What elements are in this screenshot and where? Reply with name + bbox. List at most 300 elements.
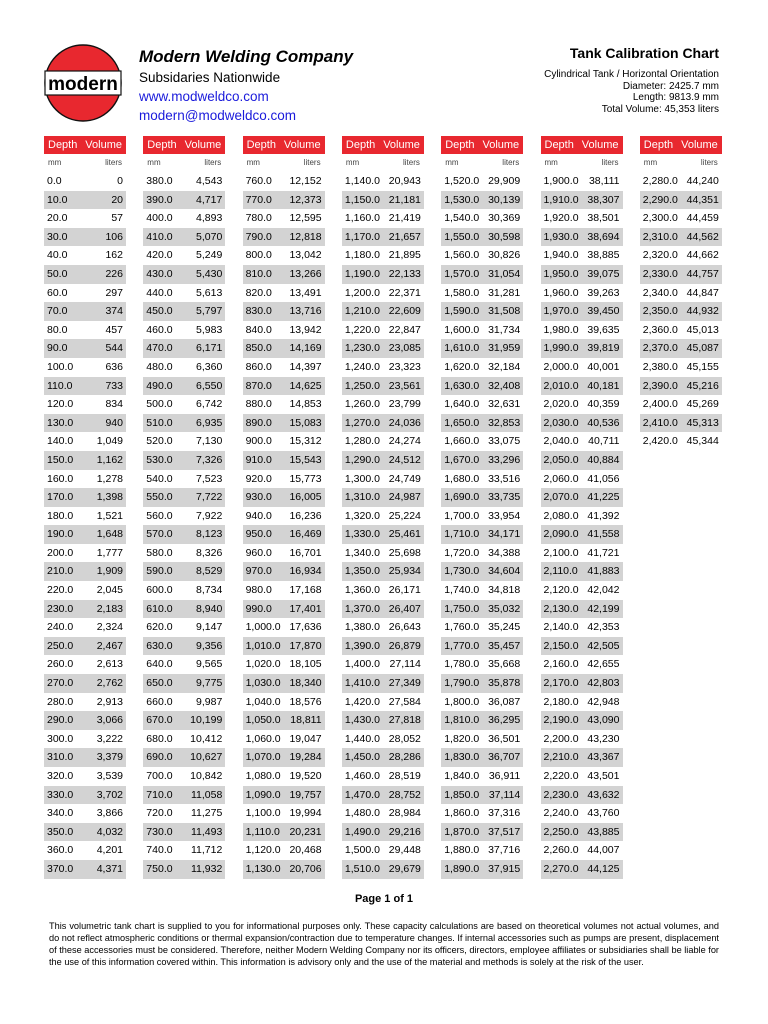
table-row — [640, 321, 722, 340]
table-row — [441, 302, 523, 321]
column-header — [541, 136, 623, 154]
volume-value: 37,716 — [488, 844, 521, 857]
depth-value: 410.0 — [146, 230, 173, 243]
depth-value: 1,850.0 — [444, 788, 480, 801]
volume-value: 42,948 — [587, 695, 620, 708]
depth-value: 1,120.0 — [245, 844, 281, 857]
depth-unit: mm — [48, 158, 62, 167]
table-row — [441, 730, 523, 749]
volume-value: 16,701 — [289, 546, 322, 559]
table-row — [243, 191, 325, 210]
table-row — [640, 246, 722, 265]
volume-value: 1,777 — [96, 546, 123, 559]
table-row — [143, 339, 225, 358]
volume-value: 23,323 — [388, 360, 421, 373]
volume-value: 9,987 — [196, 695, 223, 708]
depth-value: 300.0 — [47, 732, 74, 745]
depth-value: 1,770.0 — [444, 639, 480, 652]
table-row — [143, 488, 225, 507]
volume-value: 37,915 — [488, 862, 521, 875]
table-row — [243, 544, 325, 563]
table-row — [44, 209, 126, 228]
table-row — [44, 804, 126, 823]
table-row — [44, 860, 126, 879]
table-row — [143, 841, 225, 860]
table-column — [44, 136, 126, 879]
volume-value: 20 — [111, 193, 123, 206]
depth-value: 310.0 — [47, 751, 74, 764]
volume-value: 106 — [105, 230, 123, 243]
table-row — [243, 321, 325, 340]
depth-unit: mm — [445, 158, 459, 167]
table-row — [541, 395, 623, 414]
volume-value: 42,353 — [587, 621, 620, 634]
depth-value: 40.0 — [47, 249, 68, 262]
column-units — [342, 154, 424, 172]
table-row — [541, 432, 623, 451]
volume-value: 5,613 — [196, 286, 223, 299]
table-row — [342, 451, 424, 470]
volume-value: 26,643 — [388, 621, 421, 634]
table-row — [441, 172, 523, 191]
table-row — [143, 228, 225, 247]
volume-value: 12,373 — [289, 193, 322, 206]
table-row — [44, 246, 126, 265]
depth-value: 950.0 — [245, 528, 272, 541]
volume-value: 20,231 — [289, 825, 322, 838]
table-row — [541, 823, 623, 842]
depth-value: 2,370.0 — [642, 342, 678, 355]
tank-type: Cylindrical Tank / Horizontal Orientation — [544, 69, 719, 80]
depth-value: 810.0 — [245, 267, 272, 280]
table-row — [342, 414, 424, 433]
depth-value: 250.0 — [47, 639, 74, 652]
depth-value: 2,060.0 — [543, 472, 579, 485]
depth-value: 2,270.0 — [543, 862, 579, 875]
volume-value: 4,371 — [96, 862, 123, 875]
volume-value: 22,133 — [388, 267, 421, 280]
depth-value: 1,010.0 — [245, 639, 281, 652]
website-link[interactable]: www.modweldco.com — [139, 89, 269, 104]
volume-value: 43,632 — [587, 788, 620, 801]
table-row — [441, 358, 523, 377]
table-row — [44, 488, 126, 507]
table-row — [44, 507, 126, 526]
depth-value: 1,900.0 — [543, 175, 579, 187]
volume-value: 40,884 — [587, 453, 620, 466]
volume-value: 31,281 — [488, 286, 521, 299]
table-row — [541, 748, 623, 767]
table-row — [44, 544, 126, 563]
table-row — [541, 488, 623, 507]
table-row — [541, 265, 623, 284]
table-row — [143, 470, 225, 489]
volume-value: 44,562 — [686, 230, 719, 243]
volume-value: 16,236 — [289, 509, 322, 522]
table-column — [243, 136, 325, 879]
volume-value: 6,742 — [196, 398, 223, 411]
volume-value: 27,818 — [388, 714, 421, 727]
depth-value: 980.0 — [245, 584, 272, 597]
table-row — [243, 209, 325, 228]
table-row — [541, 339, 623, 358]
volume-value: 4,201 — [96, 844, 123, 857]
depth-value: 1,190.0 — [344, 267, 380, 280]
volume-value: 36,501 — [488, 732, 521, 745]
volume-value: 7,722 — [196, 491, 223, 504]
depth-value: 1,140.0 — [344, 175, 380, 187]
volume-value: 23,799 — [388, 398, 421, 411]
table-row — [243, 246, 325, 265]
volume-value: 18,576 — [289, 695, 322, 708]
table-row — [44, 618, 126, 637]
depth-value: 2,350.0 — [642, 305, 678, 318]
depth-value: 840.0 — [245, 323, 272, 336]
table-row — [541, 321, 623, 340]
depth-value: 230.0 — [47, 602, 74, 615]
depth-value: 1,480.0 — [344, 807, 380, 820]
company-name: Modern Welding Company — [139, 47, 354, 66]
table-row — [243, 339, 325, 358]
table-row — [441, 674, 523, 693]
depth-value: 680.0 — [146, 732, 173, 745]
volume-value: 37,114 — [488, 788, 521, 801]
depth-value: 400.0 — [146, 212, 173, 225]
volume-value: 25,698 — [388, 546, 421, 559]
depth-value: 270.0 — [47, 677, 74, 690]
depth-value: 910.0 — [245, 453, 272, 466]
table-row — [640, 172, 722, 191]
table-row — [342, 711, 424, 730]
table-row — [342, 432, 424, 451]
column-units — [541, 154, 623, 172]
volume-value: 0 — [117, 175, 123, 187]
volume-value: 29,216 — [388, 825, 421, 838]
table-row — [441, 748, 523, 767]
volume-value: 1,398 — [96, 491, 123, 504]
volume-value: 3,222 — [96, 732, 123, 745]
depth-value: 160.0 — [47, 472, 74, 485]
table-row — [441, 339, 523, 358]
depth-value: 130.0 — [47, 416, 74, 429]
table-row — [342, 730, 424, 749]
depth-value: 1,620.0 — [444, 360, 480, 373]
volume-value: 36,087 — [488, 695, 521, 708]
volume-value: 11,275 — [190, 807, 223, 820]
depth-value: 860.0 — [245, 360, 272, 373]
column-units — [640, 154, 722, 172]
table-row — [342, 488, 424, 507]
volume-value: 44,351 — [686, 193, 719, 206]
table-row — [342, 581, 424, 600]
volume-value: 2,913 — [96, 695, 123, 708]
volume-value: 19,520 — [289, 770, 322, 782]
volume-unit: liters — [601, 158, 619, 167]
volume-value: 33,954 — [488, 509, 521, 522]
table-row — [441, 395, 523, 414]
table-row — [44, 693, 126, 712]
volume-value: 21,181 — [388, 193, 421, 206]
volume-value: 44,240 — [686, 175, 719, 187]
depth-value: 1,700.0 — [444, 509, 480, 522]
table-row — [342, 767, 424, 786]
depth-value: 1,580.0 — [444, 286, 480, 299]
table-row — [541, 358, 623, 377]
volume-value: 40,359 — [587, 398, 620, 411]
table-row — [143, 823, 225, 842]
depth-value: 780.0 — [245, 212, 272, 225]
depth-value: 610.0 — [146, 602, 173, 615]
depth-value: 390.0 — [146, 193, 173, 206]
column-units — [441, 154, 523, 172]
table-row — [243, 823, 325, 842]
table-row — [243, 693, 325, 712]
volume-value: 38,885 — [587, 249, 620, 262]
table-row — [342, 470, 424, 489]
table-row — [143, 730, 225, 749]
table-row — [44, 358, 126, 377]
table-row — [143, 804, 225, 823]
depth-value: 440.0 — [146, 286, 173, 299]
volume-value: 15,773 — [289, 472, 322, 485]
table-row — [342, 544, 424, 563]
depth-header: Depth — [445, 139, 475, 151]
depth-value: 140.0 — [47, 435, 74, 448]
volume-value: 34,604 — [488, 565, 521, 578]
depth-value: 490.0 — [146, 379, 173, 392]
volume-value: 11,058 — [190, 788, 223, 801]
table-row — [243, 228, 325, 247]
volume-unit: liters — [700, 158, 718, 167]
depth-value: 1,210.0 — [344, 305, 380, 318]
table-row — [441, 823, 523, 842]
volume-value: 20,468 — [289, 844, 322, 857]
depth-value: 2,000.0 — [543, 360, 579, 373]
volume-value: 18,105 — [289, 658, 322, 671]
depth-value: 1,110.0 — [245, 825, 280, 838]
table-row — [143, 525, 225, 544]
depth-value: 2,150.0 — [543, 639, 579, 652]
depth-unit: mm — [643, 158, 658, 167]
depth-value: 80.0 — [47, 323, 68, 336]
volume-value: 42,655 — [587, 658, 620, 671]
volume-value: 18,811 — [290, 714, 322, 727]
table-row — [143, 432, 225, 451]
volume-value: 36,911 — [488, 770, 521, 782]
table-row — [541, 730, 623, 749]
volume-value: 40,181 — [587, 379, 620, 392]
table-row — [342, 377, 424, 396]
depth-value: 960.0 — [245, 546, 272, 559]
table-row — [243, 377, 325, 396]
depth-value: 1,990.0 — [543, 342, 579, 355]
volume-value: 14,169 — [289, 342, 322, 355]
table-row — [640, 432, 722, 451]
volume-value: 45,087 — [686, 342, 719, 355]
table-row — [541, 172, 623, 191]
volume-value: 9,147 — [196, 621, 223, 634]
table-row — [243, 562, 325, 581]
page-label: Page 1 of 1 — [354, 893, 414, 905]
volume-value: 29,909 — [488, 175, 521, 187]
volume-value: 28,984 — [388, 807, 421, 820]
volume-value: 45,155 — [686, 360, 719, 373]
volume-value: 1,909 — [96, 565, 123, 578]
depth-value: 1,540.0 — [444, 212, 480, 225]
volume-value: 636 — [105, 360, 123, 373]
volume-value: 3,539 — [96, 770, 123, 782]
volume-value: 41,392 — [587, 509, 620, 522]
depth-header: Depth — [643, 139, 674, 151]
depth-value: 1,440.0 — [344, 732, 380, 745]
depth-value: 1,880.0 — [444, 844, 480, 857]
table-row — [342, 860, 424, 879]
volume-unit: liters — [204, 158, 222, 167]
depth-value: 2,300.0 — [642, 212, 678, 225]
volume-value: 3,866 — [96, 807, 123, 820]
table-row — [541, 414, 623, 433]
volume-value: 13,042 — [289, 249, 322, 262]
table-row — [243, 265, 325, 284]
depth-value: 1,600.0 — [444, 323, 480, 336]
table-row — [441, 562, 523, 581]
volume-value: 30,139 — [488, 193, 521, 206]
depth-value: 350.0 — [47, 825, 74, 838]
volume-value: 6,550 — [196, 379, 223, 392]
volume-value: 2,045 — [96, 584, 123, 597]
depth-value: 1,520.0 — [444, 175, 480, 187]
table-row — [143, 860, 225, 879]
table-row — [541, 581, 623, 600]
table-row — [342, 265, 424, 284]
table-row — [243, 748, 325, 767]
table-row — [640, 265, 722, 284]
volume-value: 1,648 — [96, 528, 123, 541]
depth-value: 650.0 — [146, 677, 173, 690]
chart-title: Tank Calibration Chart — [569, 45, 719, 61]
volume-value: 25,934 — [388, 565, 421, 578]
volume-value: 374 — [105, 305, 123, 318]
table-row — [44, 470, 126, 489]
volume-value: 9,565 — [196, 658, 223, 671]
volume-value: 42,505 — [587, 639, 620, 652]
depth-value: 1,940.0 — [543, 249, 579, 262]
email-link[interactable]: modern@modweldco.com — [139, 108, 297, 123]
depth-value: 2,260.0 — [543, 844, 579, 857]
volume-value: 13,491 — [289, 286, 322, 299]
volume-value: 41,721 — [587, 546, 620, 559]
volume-value: 28,752 — [388, 788, 421, 801]
table-row — [640, 284, 722, 303]
depth-value: 2,170.0 — [543, 677, 579, 690]
depth-value: 1,890.0 — [444, 862, 480, 875]
volume-value: 2,183 — [96, 602, 123, 615]
depth-unit: mm — [544, 158, 558, 167]
table-row — [441, 711, 523, 730]
depth-value: 1,390.0 — [344, 639, 380, 652]
depth-value: 520.0 — [146, 435, 173, 448]
column-units — [243, 154, 325, 172]
depth-value: 870.0 — [245, 379, 272, 392]
volume-value: 14,397 — [289, 360, 322, 373]
depth-value: 1,950.0 — [543, 267, 579, 280]
table-row — [243, 507, 325, 526]
depth-value: 1,640.0 — [444, 398, 480, 411]
depth-value: 540.0 — [146, 472, 173, 485]
table-row — [342, 693, 424, 712]
table-row — [640, 191, 722, 210]
table-row — [44, 414, 126, 433]
table-row — [342, 339, 424, 358]
volume-value: 6,171 — [196, 342, 223, 355]
depth-value: 2,180.0 — [543, 695, 579, 708]
table-column — [342, 136, 424, 879]
depth-value: 2,220.0 — [543, 770, 579, 782]
depth-value: 2,390.0 — [642, 379, 678, 392]
volume-value: 22,609 — [388, 305, 421, 318]
depth-value: 370.0 — [47, 862, 74, 875]
volume-value: 27,349 — [388, 677, 421, 690]
table-row — [541, 284, 623, 303]
volume-value: 14,625 — [289, 379, 322, 392]
volume-value: 12,818 — [289, 230, 322, 243]
table-row — [640, 302, 722, 321]
table-row — [342, 172, 424, 191]
volume-value: 2,613 — [96, 658, 123, 671]
table-row — [342, 246, 424, 265]
volume-value: 32,853 — [488, 416, 521, 429]
depth-value: 1,400.0 — [344, 658, 380, 671]
depth-value: 1,660.0 — [444, 435, 480, 448]
depth-value: 1,410.0 — [344, 677, 380, 690]
volume-value: 39,450 — [587, 305, 620, 318]
table-row — [441, 209, 523, 228]
depth-value: 1,680.0 — [444, 472, 480, 485]
depth-value: 2,130.0 — [543, 602, 579, 615]
table-row — [143, 618, 225, 637]
depth-value: 2,230.0 — [543, 788, 579, 801]
table-row — [441, 618, 523, 637]
depth-value: 1,430.0 — [344, 714, 380, 727]
table-row — [44, 655, 126, 674]
table-row — [342, 841, 424, 860]
table-row — [243, 711, 325, 730]
depth-value: 220.0 — [47, 584, 74, 597]
volume-value: 44,932 — [686, 305, 719, 318]
volume-value: 15,312 — [289, 435, 322, 448]
table-row — [143, 358, 225, 377]
table-row — [541, 618, 623, 637]
volume-value: 10,627 — [190, 751, 223, 764]
table-row — [342, 804, 424, 823]
depth-value: 280.0 — [47, 695, 74, 708]
table-row — [342, 637, 424, 656]
depth-value: 2,360.0 — [642, 323, 678, 336]
volume-value: 20,943 — [388, 175, 421, 187]
volume-value: 25,224 — [388, 509, 421, 522]
depth-value: 430.0 — [146, 267, 173, 280]
depth-value: 2,040.0 — [543, 435, 579, 448]
depth-value: 1,230.0 — [344, 342, 380, 355]
depth-value: 1,330.0 — [344, 528, 380, 541]
table-row — [44, 228, 126, 247]
volume-unit: liters — [303, 158, 321, 167]
table-row — [243, 655, 325, 674]
table-row — [143, 693, 225, 712]
table-row — [441, 414, 523, 433]
table-row — [44, 841, 126, 860]
table-row — [143, 246, 225, 265]
